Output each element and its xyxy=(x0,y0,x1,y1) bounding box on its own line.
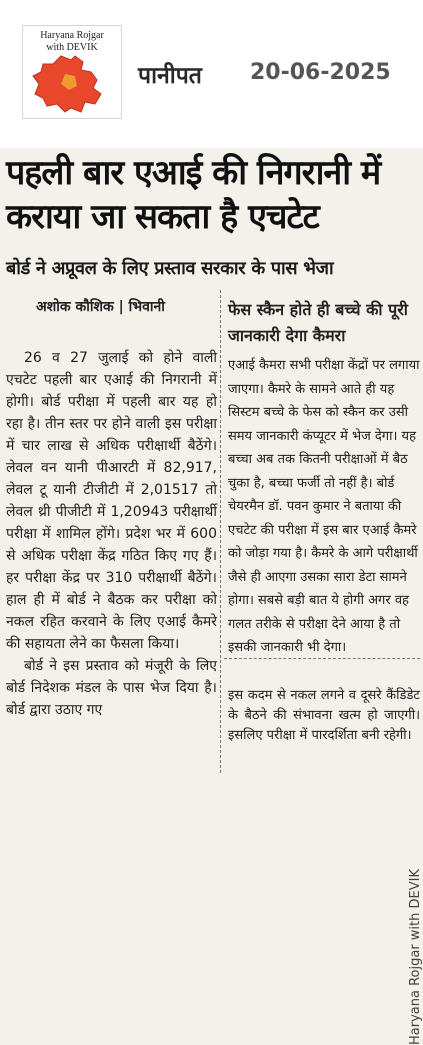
logo-text xyxy=(23,30,121,54)
haryana-map-icon xyxy=(31,54,113,114)
box-divider xyxy=(224,658,420,660)
body-paragraph: बोर्ड ने इस प्रस्ताव को मंजूरी के लिए बोर्ड निदेशक मंडल के पास भेज दिया है। बोर्ड द्वारा उठाए गए xyxy=(6,658,217,718)
watermark-text: Haryana Rojgar with DEVIK xyxy=(408,869,423,1045)
headline: पहली बार एआई की निगरानी में कराया जा सकता है एचटेट xyxy=(6,153,381,237)
subheadline: बोर्ड ने अप्रूवल के लिए प्रस्ताव सरकार के पास भेजा xyxy=(6,258,334,279)
masthead xyxy=(0,0,423,148)
publish-date: 20-06-2025 xyxy=(250,60,391,85)
logo-text-line1: Haryana Rojgar xyxy=(40,30,104,41)
column-divider xyxy=(220,290,222,773)
box-body: एआई कैमरा सभी परीक्षा केंद्रों पर लगाया जाएगा। कैमरे के सामने आते ही यह सिस्टम बच्चे के फेस को स्कैन कर उसी समय जानकारी कंप्यूटर में भेज देगा। यह बच्चा अब तक कितनी परीक्षाओं में बैठ चुका है, बच्चा फर्जी तो नहीं है। बोर्ड चेयरमैन डॉ. पवन कुमार ने बताया की एचटेट की परीक्षा में इस बार एआई कैमरे को जोड़ा गया है। कैमरे के आगे परीक्षार्थी जैसे ही आएगा उसका सारा डेटा सामने होगा। सबसे बड़ी बात ये होगी अगर वह गलत तरीके से परीक्षा देने आया है तो इसकी जानकारी भी देगा। xyxy=(228,358,420,655)
body-paragraph: 26 व 27 जुलाई को होने वाली एचटेट पहली बार एआई की निगरानी में होगी। बोर्ड परीक्षा में पहली बार यह हो रहा है। तीन स्तर पर होने वाली इस परीक्षा में चार लाख से अधिक परीक्षार्थी बैठेंगे। लेवल वन यानी पीआरटी में 82,917, लेवल टू यानी टीजीटी में 2,01517 तो लेवल थ्री पीजीटी में 1,20943 परीक्षार्थी परीक्षा में शामिल होंगे। प्रदेश भर में 600 से अधिक परीक्षा केंद्र गठित किए गए हैं। हर परीक्षा केंद्र पर 310 परीक्षार्थी बैठेंगे। हाल ही में बोर्ड ने बैठक कर परीक्षा को नकल रहित करवाने के लिए एआई कैमरे की सहायता लेने का फैसला किया। xyxy=(6,350,217,652)
article-body xyxy=(6,347,217,721)
byline: अशोक कौशिक | भिवानी xyxy=(36,299,165,315)
city-name: पानीपत xyxy=(138,63,202,89)
logo xyxy=(22,25,122,119)
box-heading: फेस स्कैन होते ही बच्चे की पूरी जानकारी देगा कैमरा xyxy=(228,300,408,345)
logo-text-line2: with DEVIK xyxy=(46,42,98,53)
box-body-2: इस कदम से नकल लगने व दूसरे कैंडिडेट के बैठने की संभावना खत्म हो जाएगी। इसलिए परीक्षा में पारदर्शिता बनी रहेगी। xyxy=(228,688,420,743)
